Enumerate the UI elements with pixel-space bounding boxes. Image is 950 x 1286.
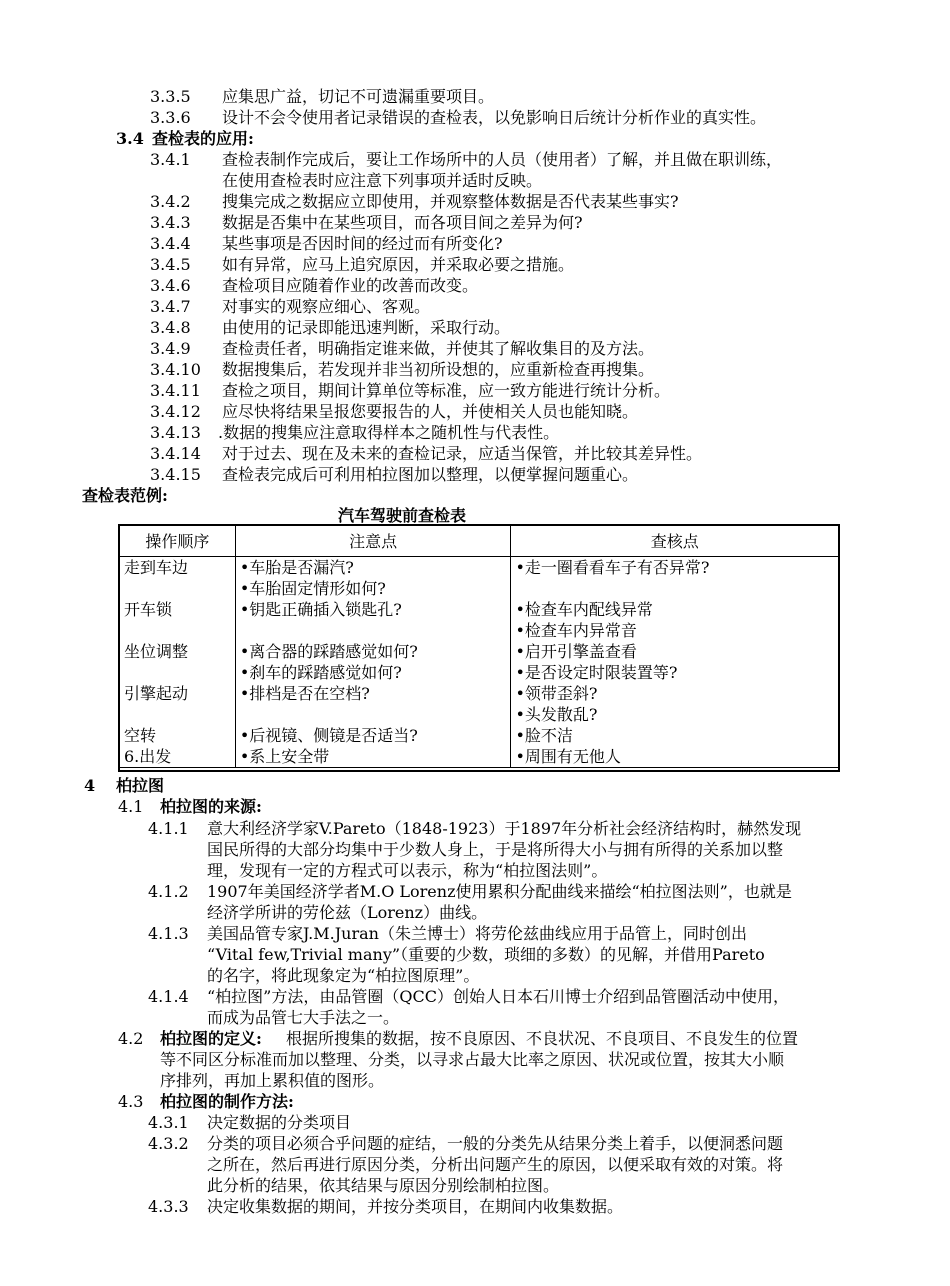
- item-text: 设计不会令使用者记录错误的查检表，以免影响日后统计分析作业的真实性。: [222, 108, 767, 127]
- item-number: 3.4.10: [150, 360, 201, 379]
- table-cell: [120, 704, 236, 725]
- item-text: 决定数据的分类项目: [207, 1113, 352, 1132]
- section-number: 3.4: [116, 129, 144, 148]
- item-number: 3.4.4: [150, 234, 191, 253]
- section-number: 4: [84, 776, 96, 795]
- table-row: [120, 557, 839, 579]
- item-text: 查检责任者，明确指定谁来做，并使其了解收集目的及方法。: [222, 339, 655, 358]
- table-cell: •离合器的踩踏感觉如何?: [235, 641, 511, 662]
- table-cell: •脸不洁: [511, 725, 839, 746]
- definition-text: 等不同区分标准而加以整理、分类，以寻求占最大比率之原因、状况或位置，按其大小顺: [160, 1050, 785, 1069]
- item-number: 3.4.5: [150, 255, 191, 274]
- item-text: 应集思广益，切记不可遗漏重要项目。: [222, 87, 495, 106]
- item-text: 意大利经济学家V.Pareto（1848-1923）于1897年分析社会经济结构时，赫然发现: [207, 819, 802, 838]
- table-cell: [120, 662, 236, 683]
- item-number: 3.4.8: [150, 318, 191, 337]
- table-cell: [235, 620, 511, 641]
- table-cell: [120, 620, 236, 641]
- table-row: [120, 578, 839, 599]
- item-text: 经济学所讲的劳伦兹（Lorenz）曲线。: [207, 903, 488, 922]
- table-cell: 走到车边: [120, 557, 236, 579]
- table-row: [120, 683, 839, 704]
- item-number: 3.4.13: [150, 423, 201, 442]
- item-text: 由使用的记录即能迅速判断，采取行动。: [222, 318, 511, 337]
- table-cell: •车胎固定情形如何?: [235, 578, 511, 599]
- item-number: 3.3.5: [150, 87, 191, 106]
- table-cell: •走一圈看看车子有否异常?: [511, 557, 839, 579]
- table-row: [120, 620, 839, 641]
- item-number: 3.4.14: [150, 444, 201, 463]
- item-number: 4.3.2: [148, 1134, 189, 1153]
- table-cell: 6.出发: [120, 746, 236, 768]
- item-number: 4.1.4: [148, 987, 189, 1006]
- item-text: 对于过去、现在及未来的查检记录，应适当保管，并比较其差异性。: [222, 444, 703, 463]
- item-number: 4.1.3: [148, 924, 189, 943]
- checklist-table: [119, 525, 839, 768]
- table-cell: 开车锁: [120, 599, 236, 620]
- section-heading: 柏拉图: [116, 776, 165, 795]
- table-cell: •车胎是否漏汽?: [235, 557, 511, 579]
- table-cell: •检查车内配线异常: [511, 599, 839, 620]
- item-text: 1907年美国经济学者M.O Lorenz使用累积分配曲线来描绘“柏拉图法则”，也就是: [207, 882, 792, 901]
- subsection-number: 4.3: [118, 1092, 144, 1111]
- column-header: 查核点: [511, 526, 839, 557]
- item-text: 查检项目应随着作业的改善而改变。: [222, 276, 479, 295]
- table-cell: •启开引擎盖查看: [511, 641, 839, 662]
- item-text: “柏拉图”方法，由品管圈（QCC）创始人日本石川博士介绍到品管圈活动中使用，: [207, 987, 789, 1006]
- table-row: [120, 704, 839, 725]
- item-text: “Vital few,Trivial many”（重要的少数，琐细的多数）的见解，并借用Pareto: [207, 945, 765, 964]
- item-number: 4.3.3: [148, 1197, 189, 1216]
- column-header: 操作顺序: [120, 526, 236, 557]
- item-text: 搜集完成之数据应立即使用，并观察整体数据是否代表某些事实?: [222, 192, 679, 211]
- item-number: 3.4.12: [150, 402, 201, 421]
- example-heading: 查检表范例:: [82, 486, 168, 505]
- subsection-heading: 柏拉图的定义:: [160, 1029, 262, 1048]
- table-row: [120, 746, 839, 768]
- table-cell: •刹车的踩踏感觉如何?: [235, 662, 511, 683]
- item-text: 美国品管专家J.M.Juran（朱兰博士）将劳伦兹曲线应用于品管上，同时创出: [207, 924, 747, 943]
- table-cell: •排档是否在空档?: [235, 683, 511, 704]
- item-text: 数据搜集后，若发现并非当初所设想的，应重新检查再搜集。: [222, 360, 655, 379]
- item-number: 3.4.1: [150, 150, 191, 169]
- subsection-heading: 柏拉图的制作方法:: [160, 1092, 294, 1111]
- table-title: 汽车驾驶前查检表: [338, 506, 467, 525]
- item-number: 4.1.1: [148, 819, 189, 838]
- item-number: 3.4.2: [150, 192, 191, 211]
- table-row: [120, 599, 839, 620]
- table-cell: 空转: [120, 725, 236, 746]
- column-header: 注意点: [235, 526, 511, 557]
- table-row: [120, 725, 839, 746]
- subsection-heading: 柏拉图的来源:: [160, 797, 262, 816]
- item-text: 查检表完成后可利用柏拉图加以整理，以便掌握问题重心。: [222, 465, 639, 484]
- definition-text: 根据所搜集的数据，按不良原因、不良状况、不良项目、不良发生的位置: [286, 1029, 799, 1048]
- table-cell: 坐位调整: [120, 641, 236, 662]
- item-text: 而成为品管七大手法之一。: [207, 1008, 400, 1027]
- table-cell: •是否设定时限装置等?: [511, 662, 839, 683]
- item-text: 应尽快将结果呈报您要报告的人，并使相关人员也能知晓。: [222, 402, 639, 421]
- table-cell: •系上安全带: [235, 746, 511, 768]
- table-cell: [120, 578, 236, 599]
- item-text: 之所在，然后再进行原因分类，分析出问题产生的原因，以便采取有效的对策。将: [207, 1155, 784, 1174]
- item-text: .数据的搜集应注意取得样本之随机性与代表性。: [218, 423, 560, 442]
- table-cell: •领带歪斜?: [511, 683, 839, 704]
- item-text: 分类的项目必须合乎问题的症结，一般的分类先从结果分类上着手，以便洞悉问题: [207, 1134, 784, 1153]
- item-text: 在使用查检表时应注意下列事项并适时反映。: [222, 171, 543, 190]
- item-text: 某些事项是否因时间的经过而有所变化?: [222, 234, 503, 253]
- table-cell: 引擎起动: [120, 683, 236, 704]
- item-number: 3.4.7: [150, 297, 191, 316]
- table-cell: •周围有无他人: [511, 746, 839, 768]
- item-number: 3.4.9: [150, 339, 191, 358]
- section-heading: 查检表的应用:: [152, 129, 254, 148]
- item-text: 数据是否集中在某些项目，而各项目间之差异为何?: [222, 213, 583, 232]
- item-text: 的名字，将此现象定为“柏拉图原理”。: [207, 966, 480, 985]
- item-number: 3.4.6: [150, 276, 191, 295]
- item-text: 决定收集数据的期间，并按分类项目，在期间内收集数据。: [207, 1197, 624, 1216]
- item-number: 4.3.1: [148, 1113, 189, 1132]
- item-text: 理，发现有一定的方程式可以表示，称为“柏拉图法则”。: [207, 861, 608, 880]
- table-cell: [511, 578, 839, 599]
- definition-text: 序排列，再加上累积值的图形。: [160, 1071, 385, 1090]
- table-cell: •头发散乱?: [511, 704, 839, 725]
- item-number: 4.1.2: [148, 882, 189, 901]
- item-text: 此分析的结果，依其结果与原因分别绘制柏拉图。: [207, 1176, 560, 1195]
- subsection-number: 4.1: [118, 797, 144, 816]
- item-text: 对事实的观察应细心、客观。: [222, 297, 431, 316]
- table-cell: [235, 704, 511, 725]
- table-row: [120, 641, 839, 662]
- item-number: 3.4.3: [150, 213, 191, 232]
- item-number: 3.3.6: [150, 108, 191, 127]
- table-cell: •后视镜、侧镜是否适当?: [235, 725, 511, 746]
- item-text: 查检表制作完成后，要让工作场所中的人员（使用者）了解，并且做在职训练，: [222, 150, 783, 169]
- subsection-number: 4.2: [118, 1029, 144, 1048]
- item-text: 国民所得的大部分均集中于少数人身上，于是将所得大小与拥有所得的关系加以整: [207, 840, 784, 859]
- table-row: [120, 662, 839, 683]
- item-number: 3.4.15: [150, 465, 201, 484]
- table-cell: •钥匙正确插入锁匙孔?: [235, 599, 511, 620]
- table-cell: •检查车内异常音: [511, 620, 839, 641]
- table-header-row: [120, 526, 839, 557]
- item-text: 如有异常，应马上追究原因，并采取必要之措施。: [222, 255, 575, 274]
- item-number: 3.4.11: [150, 381, 201, 400]
- item-text: 查检之项目，期间计算单位等标准，应一致方能进行统计分析。: [222, 381, 671, 400]
